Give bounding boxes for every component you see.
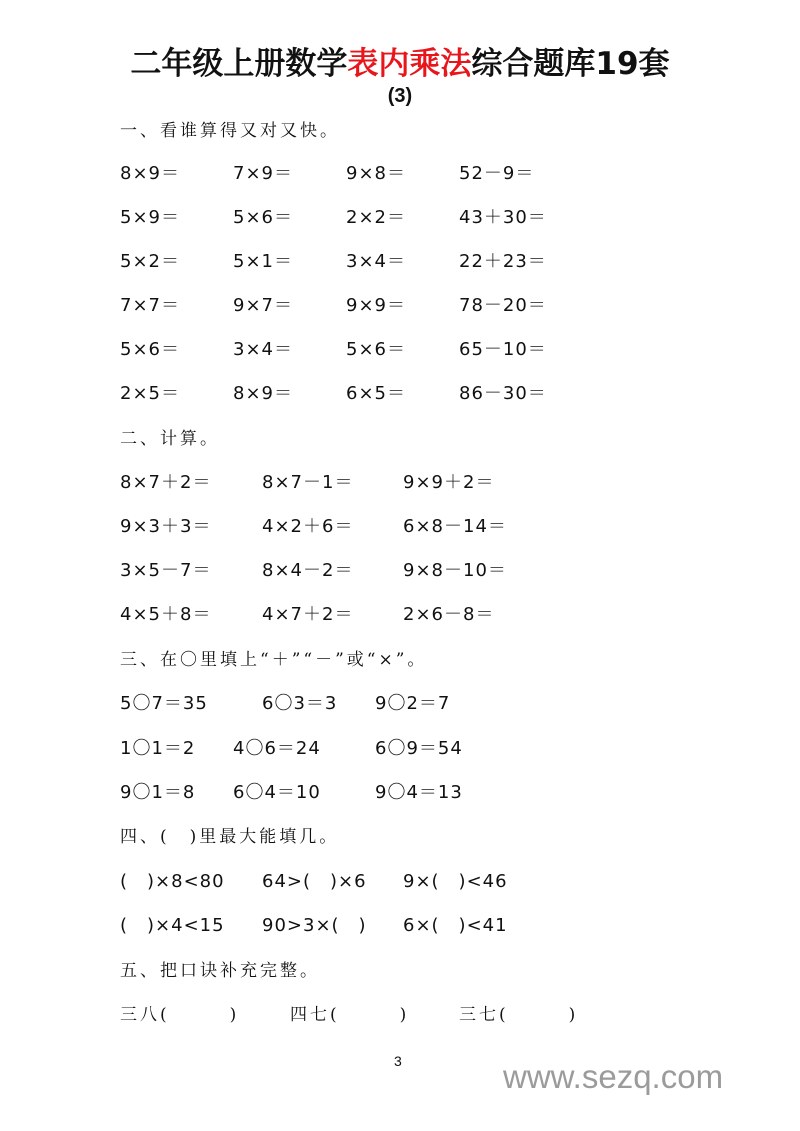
problem: 9×9＋2＝ (403, 472, 495, 493)
rhyme-blank: 三八( ) (120, 1005, 240, 1025)
problem: 6〇4＝10 (233, 782, 321, 803)
problem: 9×8＝ (346, 163, 406, 184)
problem-row (0, 203, 800, 227)
problem: 65－10＝ (459, 339, 547, 360)
section5-heading: 五、把口诀补充完整。 (120, 961, 320, 981)
problem-row (0, 778, 800, 802)
problem: 6〇3＝3 (262, 693, 338, 714)
problem: 9〇1＝8 (120, 782, 196, 803)
problem: 9〇4＝13 (375, 782, 463, 803)
problem: 22＋23＝ (459, 251, 547, 272)
problem: 6×5＝ (346, 383, 406, 404)
title-part1: 二年级上册数学 (130, 46, 348, 82)
problem: 52－9＝ (459, 163, 535, 184)
problem-row (0, 291, 800, 315)
problem: ( )×4<15 (120, 915, 225, 936)
problem: 2×2＝ (346, 207, 406, 228)
problem: 78－20＝ (459, 295, 547, 316)
problem: 5〇7＝35 (120, 693, 208, 714)
page-subtitle: (3) (387, 85, 413, 107)
problem: 9〇2＝7 (375, 693, 451, 714)
problem: 7×7＝ (120, 295, 180, 316)
problem: 8×7＋2＝ (120, 472, 212, 493)
problem: 8×4－2＝ (262, 560, 354, 581)
problem: 9×8－10＝ (403, 560, 507, 581)
problem: 5×6＝ (233, 207, 293, 228)
problem: 1〇1＝2 (120, 738, 196, 759)
problem-row (0, 335, 800, 359)
problem: 3×4＝ (346, 251, 406, 272)
problem-row (0, 512, 800, 536)
problem: 4×2＋6＝ (262, 516, 354, 537)
problem: 5×6＝ (346, 339, 406, 360)
problem-row (0, 159, 800, 183)
problem: 5×1＝ (233, 251, 293, 272)
problem: 4×7＋2＝ (262, 604, 354, 625)
section3-heading: 三、在〇里填上“＋”“－”或“×”。 (120, 650, 428, 670)
rhyme-blank: 三七( ) (459, 1005, 579, 1025)
problem: 7×9＝ (233, 163, 293, 184)
problem-row (0, 867, 800, 891)
problem: 8×9＝ (120, 163, 180, 184)
problem: 8×9＝ (233, 383, 293, 404)
problem: 3×4＝ (233, 339, 293, 360)
problem-row (0, 911, 800, 935)
problem: 5×2＝ (120, 251, 180, 272)
problem-row (0, 468, 800, 492)
problem-row (0, 247, 800, 271)
section5-problems (0, 1000, 800, 1024)
problem: 3×5－7＝ (120, 560, 212, 581)
rhyme-blank: 四七( ) (290, 1005, 410, 1025)
section4-heading: 四、( )里最大能填几。 (120, 827, 340, 847)
problem: 9×9＝ (346, 295, 406, 316)
problem: 6×( )<41 (403, 915, 508, 936)
problem: 6×8－14＝ (403, 516, 507, 537)
section1-heading: 一、看谁算得又对又快。 (120, 121, 340, 141)
problem: 6〇9＝54 (375, 738, 463, 759)
problem: 64>( )×6 (262, 871, 367, 892)
title-part3: 综合题库19套 (471, 46, 670, 82)
problem: 9×7＝ (233, 295, 293, 316)
title-highlight: 表内乘法 (347, 46, 472, 82)
watermark: www.sezq.com (503, 1058, 724, 1095)
problem: 90>3×( ) (262, 915, 367, 936)
problem: 5×9＝ (120, 207, 180, 228)
problem: 5×6＝ (120, 339, 180, 360)
problem: 9×( )<46 (403, 871, 508, 892)
problem-row (0, 600, 800, 624)
problem: ( )×8<80 (120, 871, 225, 892)
problem: 4〇6＝24 (233, 738, 321, 759)
problem: 2×6－8＝ (403, 604, 495, 625)
problem: 86－30＝ (459, 383, 547, 404)
problem-row (0, 689, 800, 713)
problem-row (0, 734, 800, 758)
problem-row (0, 556, 800, 580)
problem: 2×5＝ (120, 383, 180, 404)
page-number: 3 (394, 1053, 402, 1069)
problem: 43＋30＝ (459, 207, 547, 228)
page-title (0, 38, 800, 83)
problem: 9×3＋3＝ (120, 516, 212, 537)
section2-heading: 二、计算。 (120, 429, 220, 449)
problem-row (0, 379, 800, 403)
problem: 4×5＋8＝ (120, 604, 212, 625)
problem: 8×7－1＝ (262, 472, 354, 493)
